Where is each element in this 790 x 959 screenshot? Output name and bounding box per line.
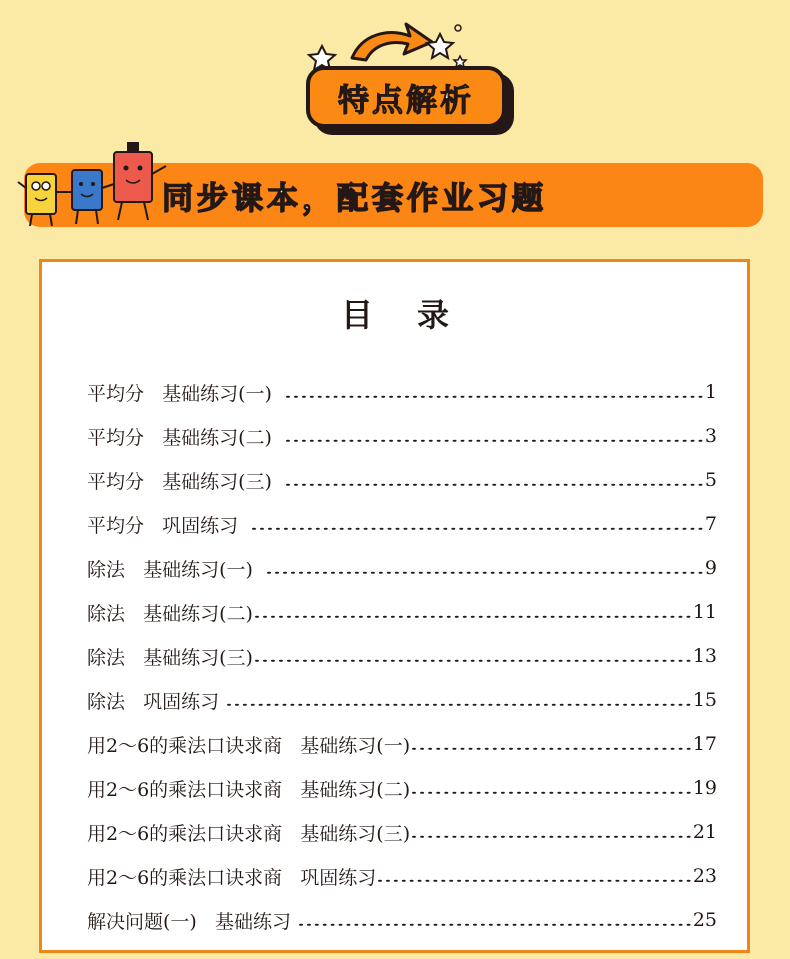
toc-entry[interactable] [87, 590, 717, 634]
toc-entry-page: 25 [692, 909, 717, 931]
dot-leader [227, 703, 691, 706]
toc-entry-label: 平均分 基础练习(三) [87, 470, 285, 493]
toc-entry-page: 3 [704, 425, 717, 447]
toc-entry-page: 21 [692, 821, 717, 843]
toc-entry[interactable] [87, 722, 717, 766]
toc-entry-label: 除法 基础练习(三) [87, 646, 253, 669]
toc-entry[interactable] [87, 854, 717, 898]
toc-entry-page: 19 [692, 777, 717, 799]
toc-entry[interactable] [87, 458, 717, 502]
toc-entry-label: 用2～6的乘法口诀求商 巩固练习 [87, 866, 377, 889]
dot-leader [286, 395, 703, 398]
header-badge [300, 14, 520, 129]
toc-entry-page: 1 [704, 381, 717, 403]
dot-leader [286, 483, 703, 486]
arrow-stars-icon [300, 14, 520, 74]
toc-list [87, 370, 717, 942]
dot-leader [252, 527, 703, 530]
toc-entry-page: 17 [692, 733, 717, 755]
badge-label: 特点解析 [338, 82, 474, 119]
toc-entry-label: 除法 基础练习(二) [87, 602, 253, 625]
toc-entry-label: 除法 基础练习(一) [87, 558, 266, 581]
dot-leader [378, 879, 691, 882]
toc-entry-label: 除法 巩固练习 [87, 690, 226, 713]
toc-entry[interactable] [87, 546, 717, 590]
toc-entry-label: 平均分 基础练习(一) [87, 382, 285, 405]
banner-label: 同步课本，配套作业习题 [162, 180, 547, 217]
toc-entry[interactable] [87, 502, 717, 546]
dot-leader [412, 835, 691, 838]
dot-leader [412, 791, 691, 794]
dot-leader [299, 923, 691, 926]
dot-leader [255, 615, 691, 618]
toc-entry[interactable] [87, 766, 717, 810]
toc-entry-page: 11 [692, 601, 717, 623]
toc-entry-page: 23 [692, 865, 717, 887]
toc-entry[interactable] [87, 678, 717, 722]
toc-entry-page: 9 [704, 557, 717, 579]
toc-entry[interactable] [87, 414, 717, 458]
toc-entry-label: 平均分 巩固练习 [87, 514, 251, 537]
toc-entry[interactable] [87, 810, 717, 854]
toc-entry-label: 用2～6的乘法口诀求商 基础练习(一) [87, 734, 411, 757]
badge-box [306, 66, 506, 128]
toc-entry-page: 5 [704, 469, 717, 491]
toc-entry-page: 7 [704, 513, 717, 535]
book-mascots-icon [14, 140, 184, 232]
toc-entry-label: 解决问题(一) 基础练习 [87, 910, 297, 933]
dot-leader [412, 747, 691, 750]
dot-leader [267, 571, 703, 574]
dot-leader [255, 659, 691, 662]
toc-entry-page: 13 [692, 645, 717, 667]
toc-entry-label: 平均分 基础练习(二) [87, 426, 285, 449]
toc-entry[interactable] [87, 898, 717, 942]
toc-entry[interactable] [87, 370, 717, 414]
toc-entry-page: 15 [692, 689, 717, 711]
toc-entry-label: 用2～6的乘法口诀求商 基础练习(二) [87, 778, 411, 801]
dot-leader [286, 439, 703, 442]
toc-entry-label: 用2～6的乘法口诀求商 基础练习(三) [87, 822, 411, 845]
toc-title: 目录 [340, 296, 493, 334]
toc-entry[interactable] [87, 634, 717, 678]
